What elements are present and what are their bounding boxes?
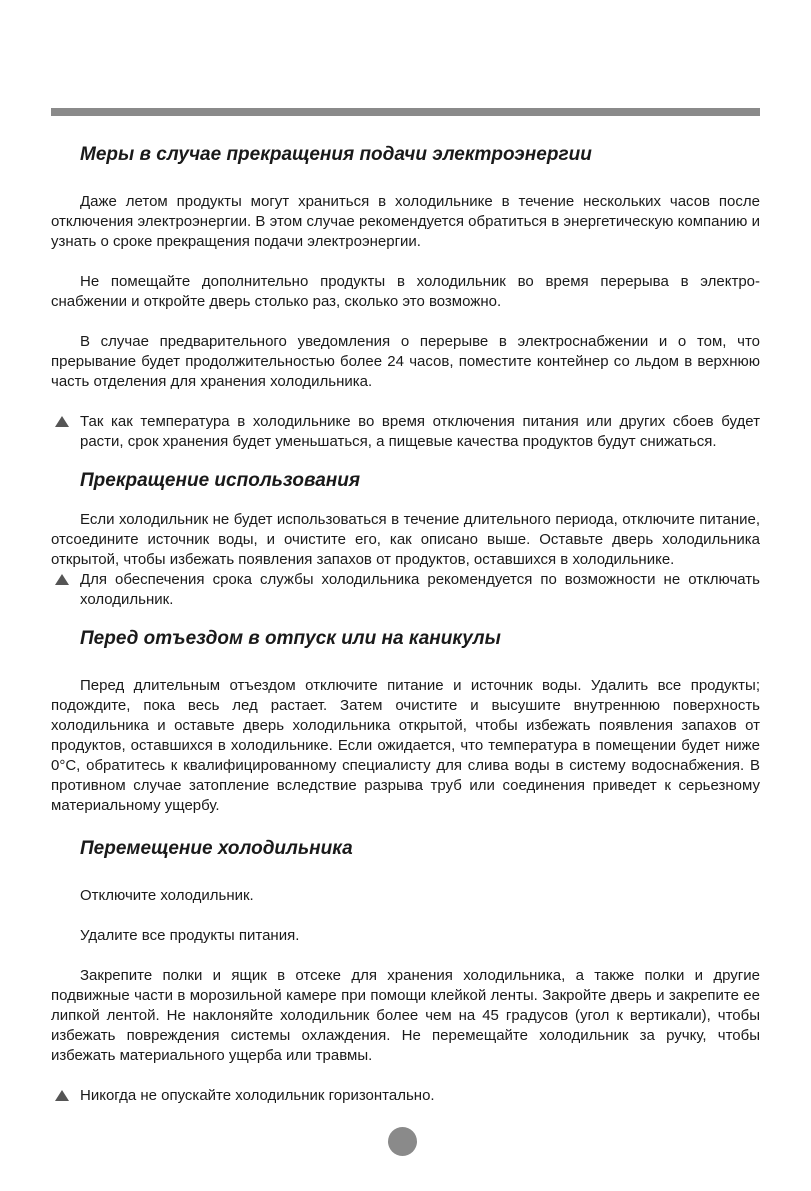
section-heading-power-outage: Меры в случае прекращения подачи электроэнергии [80, 144, 592, 165]
top-divider-bar [51, 108, 760, 116]
page-number-circle [388, 1127, 417, 1156]
warning-note-text: Так как температура в холодильнике во время отключения питания или других сбоев будет расти, срок хранения будет уменьшаться, а пищевые качества продуктов будут снижаться. [80, 413, 760, 450]
warning-note [51, 412, 760, 452]
warning-triangle-icon [55, 416, 69, 427]
paragraph: Даже летом продукты могут храниться в холодильнике в течение нескольких часов после отключения электроэнергии. В этом случае рекомендуется обратиться в энергетическую компанию и узнать о сроке прекращения подачи электроэнергии. [51, 193, 760, 250]
step-item: Удалите все продукты питания. [80, 927, 300, 944]
paragraph: Закрепите полки и ящик в отсеке для хранения холодильника, а также полки и другие подвижные части в морозильной камере при помощи клейкой ленты. Закройте дверь и закрепите ее липкой лентой. Не наклоняйте холодильник более чем на 45 градусов (угол к вертикали), чтобы избежать повреждения системы охлаждения. Не перемещайте холодильник за ручку, чтобы избежать материального ущерба или травмы. [51, 967, 760, 1064]
warning-note-text: Для обеспечения срока службы холодильника рекомендуется по возможности не отключать холодильник. [80, 571, 760, 608]
paragraph: Если холодильник не будет использоваться в течение длительного периода, отключите питание, отсоедините источник воды, и очистите его, как описано выше. Оставьте дверь холодильника открытой, чтобы избежать появления запахов от продуктов, оставшихся в холодильнике. [51, 511, 760, 568]
section-heading-stop-use: Прекращение использования [80, 470, 361, 491]
warning-note-text: Никогда не опускайте холодильник горизонтально. [80, 1087, 435, 1104]
paragraph: В случае предварительного уведомления о перерыве в электроснабжении и о том, что прерывание будет продолжительностью более 24 часов, поместите контейнер со льдом в верхнюю часть отделения для хранения холодильника. [51, 333, 760, 390]
warning-note [51, 570, 760, 610]
section-heading-moving: Перемещение холодильника [80, 838, 353, 859]
document-body [51, 142, 760, 1106]
warning-triangle-icon [55, 1090, 69, 1101]
paragraph: Перед длительным отъездом отключите питание и источник воды. Удалить все продукты; подождите, пока весь лед растает. Затем очистите и высушите внутреннюю поверхность холодильника и оставьте дверь холодильника открытой, чтобы избежать появления запахов от продуктов, оставшихся в холодильнике. Если ожидается, что температура в помещении будет ниже 0°C, обратитесь к квалифицированному специалисту для слива воды в систему водоснабжения. В противном случае затопление вследствие разрыва труб или соединения приведет к серьезному материальному ущербу. [51, 677, 760, 814]
step-item: Отключите холодильник. [80, 887, 254, 904]
section-heading-vacation: Перед отъездом в отпуск или на каникулы [80, 628, 501, 649]
warning-triangle-icon [55, 574, 69, 585]
warning-note [51, 1086, 760, 1106]
paragraph: Не помещайте дополнительно продукты в холодильник во время перерыва в электро-снабжении и откройте дверь столько раз, сколько это возможно. [51, 273, 760, 310]
